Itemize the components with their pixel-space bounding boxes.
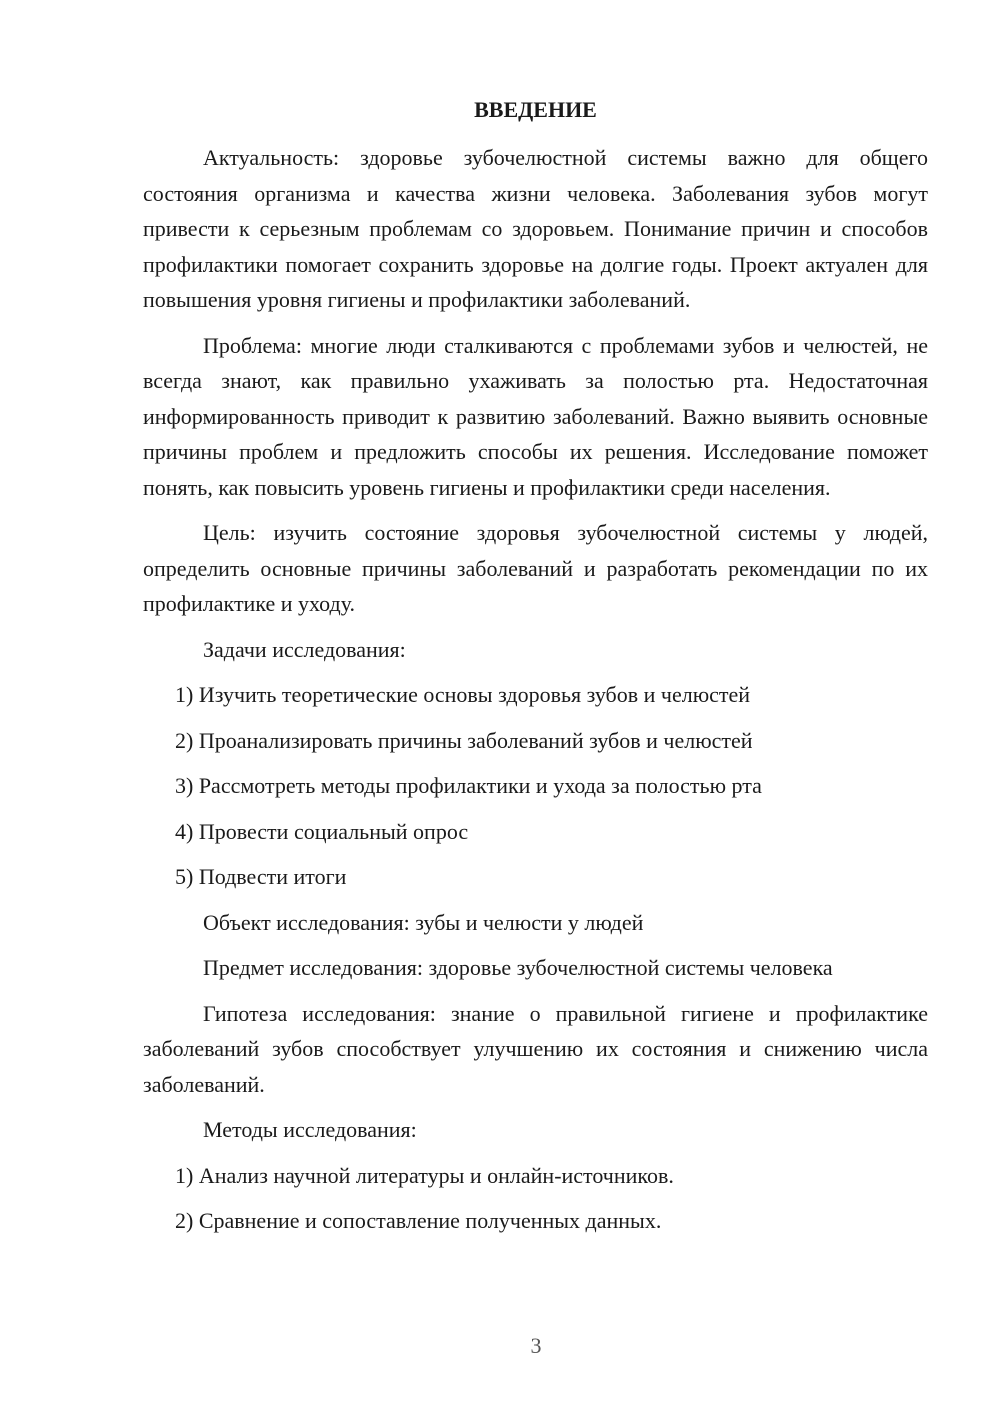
method-item: 1) Анализ научной литературы и онлайн-источников. — [175, 1162, 674, 1188]
task-item: 4) Провести социальный опрос — [175, 818, 469, 844]
document-page — [143, 92, 928, 1249]
research-object: Объект исследования: зубы и челюсти у людей — [203, 909, 644, 935]
page-number: 3 — [530, 1333, 542, 1358]
task-item: 3) Рассмотреть методы профилактики и ухода за полостью рта — [175, 773, 762, 798]
hypothesis-paragraph: Гипотеза исследования: знание о правильной гигиене и профилактике заболеваний зубов способствует улучшению их состояния и снижению числа заболеваний. — [143, 1000, 928, 1097]
task-item: 1) Изучить теоретические основы здоровья зубов и челюстей — [175, 682, 751, 707]
problem-paragraph: Проблема: многие люди сталкиваются с проблемами зубов и челюстей, не всегда знают, как правильно ухаживать за полостью рта. Недостаточная информированность приводит к развитию заболеваний. Важно выявить основные причины проблем и предложить способы их решения. Исследование поможет понять, как повысить уровень гигиены и профилактики среди населения. — [143, 332, 928, 500]
methods-heading: Методы исследования: — [203, 1117, 417, 1142]
task-item: 2) Проанализировать причины заболеваний зубов и челюстей — [175, 727, 753, 753]
section-title: ВВЕДЕНИЕ — [474, 97, 597, 122]
research-subject: Предмет исследования: здоровье зубочелюстной системы человека — [203, 955, 833, 980]
tasks-heading: Задачи исследования: — [203, 636, 406, 662]
relevance-paragraph: Актуальность: здоровье зубочелюстной системы важно для общего состояния организма и качества жизни человека. Заболевания зубов могут привести к серьезным проблемам со здоровьем. Понимание причин и способов профилактики помогает сохранить здоровье на долгие годы. Проект актуален для повышения уровня гигиены и профилактики заболеваний. — [143, 145, 928, 312]
goal-paragraph: Цель: изучить состояние здоровья зубочелюстной системы у людей, определить основные причины заболеваний и разработать рекомендации по их профилактике и уходу. — [143, 520, 928, 616]
method-item: 2) Сравнение и сопоставление полученных данных. — [175, 1208, 662, 1233]
task-item: 5) Подвести итоги — [175, 864, 347, 889]
